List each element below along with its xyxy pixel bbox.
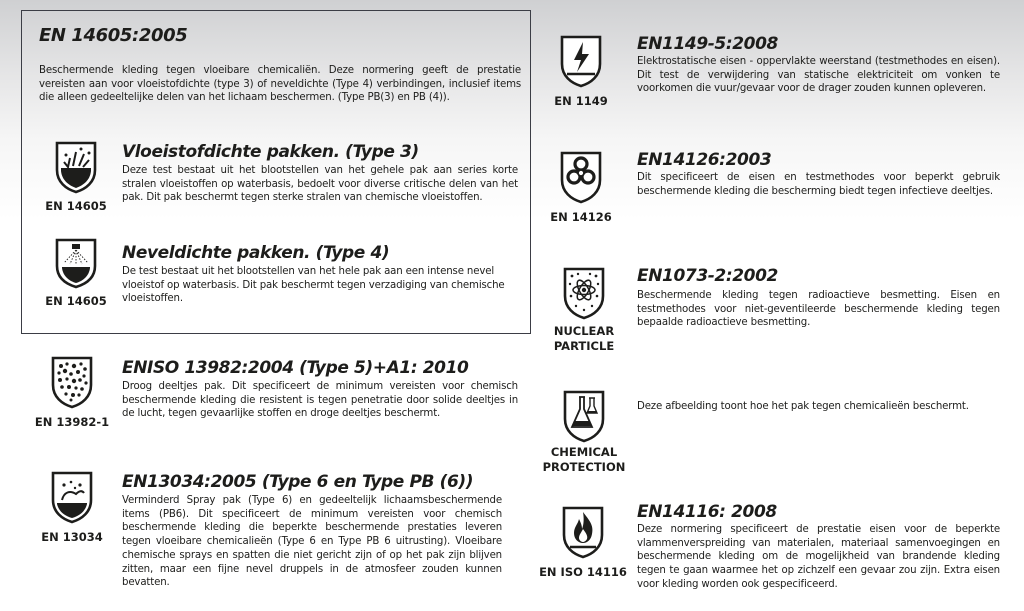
en1149-code: EN 1149 <box>554 94 608 108</box>
en14126-code: EN 14126 <box>550 210 612 224</box>
antistatic-shield-icon <box>559 34 603 88</box>
en14126-description: Dit specificeert de eisen en testmethodes voor beperkt gebruik beschermende kleding die bescherming biedt tegen infectieve deeltjes. <box>637 172 1000 197</box>
en13982-pictogram <box>33 355 111 430</box>
en1073-code-line2: PARTICLE <box>553 339 615 353</box>
en13982-description: Droog deeltjes pak. Dit specificeert de minimum vereisten voor chemisch beschermende kleding die resistent is tegen penetratie door solide deeltjes in de lucht, tegen gevaarlijke stoffen en droge deeltjes beschermt. <box>122 381 518 420</box>
type4-code: EN 14605 <box>45 294 107 308</box>
en14605-title: EN 14605:2005 <box>39 25 188 46</box>
en1149-pictogram <box>545 34 617 109</box>
en1149-description: Elektrostatische eisen - oppervlakte weerstand (testmethodes en eisen). Dit test de verwijdering van statische elektriciteit om vonken te voorkomen die vuur/gevaar voor de drager zouden kunnen opleveren. <box>637 56 1000 95</box>
en14605-description: Beschermende kleding tegen vloeibare chemicaliën. Deze normering geeft de prestatie vereisten aan voor vloeistofdichte (type 3) of neveldichte (Type 4) verbindingen, inclusief items die alleen gedeeltelijke delen van het lichaam beschermen. (Type PB(3) en PB (4)). <box>39 65 521 104</box>
chemical-flask-shield-icon <box>562 389 606 443</box>
en14126-pictogram <box>545 150 617 225</box>
type4-title: Neveldichte pakken. (Type 4) <box>122 243 390 263</box>
nuclear-particle-shield-icon <box>562 266 606 320</box>
chemical-description: Deze afbeelding toont hoe het pak tegen chemicalieën beschermt. <box>637 401 969 412</box>
en1149-title: EN1149-5:2008 <box>637 34 778 54</box>
en13034-description: Verminderd Spray pak (Type 6) en gedeeltelijk lichaamsbeschermende items (PB6). Dit specificeert de minimum vereisten voor chemisch beschermende kleding die beperkte beschermende prestaties leveren tegen vloeibare chemicalieën (Type 6 en Type PB 6 uitrusting). Vloeibare chemische sprays en spatten die niet gericht zijn of op het pak zijn blijven zitten, maar een fijne nevel druppels in de atmosfeer zouden kunnen bevatten. <box>122 495 502 589</box>
en1073-code-line1: NUCLEAR <box>553 324 615 338</box>
en1073-title: EN1073-2:2002 <box>637 266 778 286</box>
en13982-title: ENISO 13982:2004 (Type 5)+A1: 2010 <box>122 358 469 378</box>
type4-pictogram <box>40 237 112 309</box>
chemical-code-line1: CHEMICAL <box>550 445 618 459</box>
en14126-title: EN14126:2003 <box>637 150 772 170</box>
en14116-pictogram <box>537 505 629 580</box>
en1073-description: Beschermende kleding tegen radioactieve besmetting. Eisen en testmethodes voor niet-geventileerde beschermende kleding tegen bepaalde radioactieve besmetting. <box>637 290 1000 329</box>
flame-shield-icon <box>561 505 605 559</box>
type3-code: EN 14605 <box>45 199 107 213</box>
type3-title: Vloeistofdichte pakken. (Type 3) <box>122 142 419 162</box>
en13034-title: EN13034:2005 (Type 6 en Type PB (6)) <box>122 472 474 492</box>
en13982-code: EN 13982-1 <box>34 415 110 429</box>
en13034-pictogram <box>33 470 111 545</box>
chemical-pictogram <box>540 389 628 475</box>
type4-description: De test bestaat uit het blootstellen van het hele pak aan een intense nevel vloeistof op waterbasis. Dit pak beschermt tegen verzadiging van chemische vloeistoffen. <box>122 266 505 305</box>
type3-pictogram <box>40 140 112 214</box>
biohazard-shield-icon <box>559 150 603 204</box>
light-spray-shield-icon <box>50 470 94 524</box>
type3-description: Deze test bestaat uit het blootstellen van het gehele pak aan series korte stralen vloeistoffen op waterbasis, bedoelt voor diverse critische delen van het pak. Dit pak beschermt tegen sterke stralen van chemische vloeistoffen. <box>122 165 518 204</box>
en13034-code: EN 13034 <box>41 530 103 544</box>
en14116-title: EN14116: 2008 <box>637 502 777 522</box>
chemical-code-line2: PROTECTION <box>542 460 626 474</box>
en1073-pictogram <box>545 266 623 354</box>
dry-particles-shield-icon <box>50 355 94 409</box>
liquid-splash-shield-icon <box>54 140 98 194</box>
en14116-description: Deze normering specificeert de prestatie eisen voor de beperkte vlammenverspreiding van materialen, materiaal samenvoegingen en beschermende kleding om de mogelijkheid van brandende kleding tegen te gaan waarmee het op zichzelf een gevaar zou zijn. Extra eisen voor kleding worden ook gespecificeerd. <box>637 524 1000 590</box>
spray-mist-shield-icon <box>54 237 98 289</box>
en14116-code: EN ISO 14116 <box>539 565 627 579</box>
